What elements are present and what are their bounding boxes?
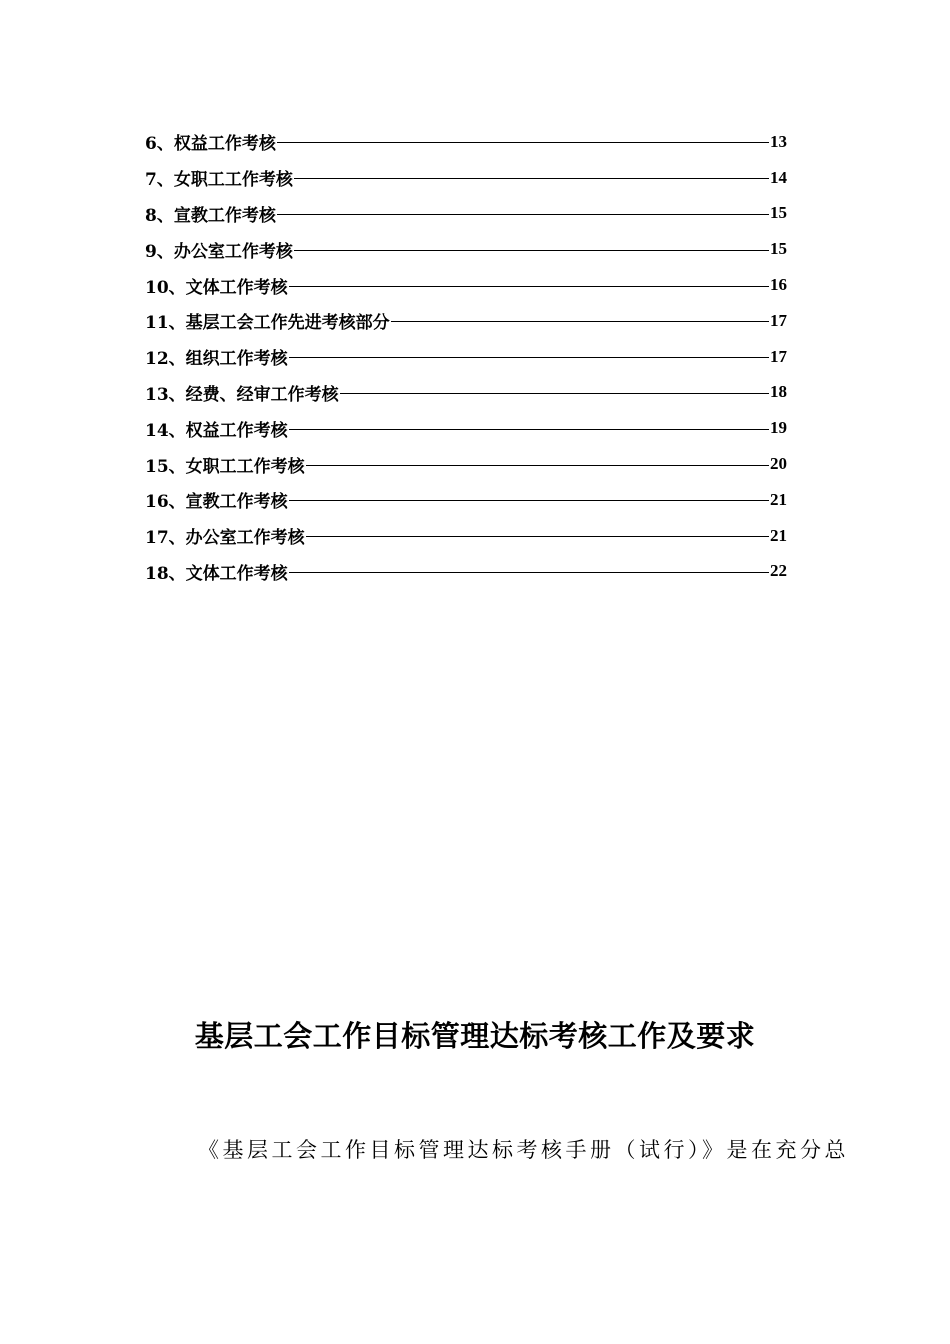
- toc-entry-page: 17: [770, 310, 787, 330]
- toc-entry[interactable]: [145, 124, 787, 160]
- toc-entry-label: 17、办公室工作考核: [145, 528, 305, 549]
- toc-entry-label: 12、组织工作考核: [145, 349, 288, 370]
- toc-entry-page: 20: [770, 454, 787, 474]
- toc-entry-page: 22: [770, 561, 787, 581]
- toc-leader-line: [277, 214, 769, 215]
- toc-entry-label: 16、宣教工作考核: [145, 492, 288, 513]
- toc-entry-page: 15: [770, 239, 787, 259]
- toc-entry-label: 6、权益工作考核: [145, 134, 276, 155]
- toc-leader-line: [289, 429, 769, 430]
- toc-leader-line: [306, 536, 769, 537]
- toc-entry[interactable]: [145, 160, 787, 196]
- toc-entry-label: 15、女职工工作考核: [145, 456, 305, 477]
- toc-entry-label: 18、文体工作考核: [145, 563, 288, 584]
- toc-entry[interactable]: [145, 231, 787, 267]
- section-heading: 基层工会工作目标管理达标考核工作及要求: [194, 1019, 756, 1054]
- toc-entry[interactable]: [145, 303, 787, 339]
- toc-entry-label: 8、宣教工作考核: [145, 205, 276, 226]
- toc-entry-page: 18: [770, 382, 787, 402]
- table-of-contents: [145, 124, 787, 589]
- toc-leader-line: [294, 178, 769, 179]
- toc-entry[interactable]: [145, 482, 787, 518]
- toc-leader-line: [289, 286, 769, 287]
- toc-entry-label: 13、经费、经审工作考核: [145, 384, 339, 405]
- toc-leader-line: [340, 393, 769, 394]
- toc-entry[interactable]: [145, 375, 787, 411]
- toc-entry-page: 17: [770, 346, 787, 366]
- toc-entry-page: 15: [770, 203, 787, 223]
- toc-leader-line: [294, 250, 769, 251]
- toc-entry[interactable]: [145, 554, 787, 590]
- body-paragraph: 《基层工会工作目标管理达标考核手册（试行）》是在充分总: [198, 1138, 849, 1162]
- toc-entry[interactable]: [145, 410, 787, 446]
- toc-entry-label: 14、权益工作考核: [145, 420, 288, 441]
- toc-leader-line: [391, 321, 769, 322]
- toc-entry[interactable]: [145, 196, 787, 232]
- toc-leader-line: [289, 357, 769, 358]
- toc-entry[interactable]: [145, 339, 787, 375]
- toc-leader-line: [277, 142, 769, 143]
- toc-leader-line: [306, 465, 769, 466]
- toc-entry-page: 19: [770, 418, 787, 438]
- toc-entry-label: 10、文体工作考核: [145, 277, 288, 298]
- toc-entry-label: 11、基层工会工作先进考核部分: [145, 313, 390, 334]
- toc-entry-page: 14: [770, 167, 787, 187]
- toc-entry-page: 13: [770, 131, 787, 151]
- toc-entry-label: 9、办公室工作考核: [145, 241, 293, 262]
- toc-leader-line: [289, 500, 769, 501]
- toc-leader-line: [289, 572, 769, 573]
- toc-entry-label: 7、女职工工作考核: [145, 170, 293, 191]
- toc-entry-page: 21: [770, 525, 787, 545]
- toc-entry[interactable]: [145, 267, 787, 303]
- toc-entry-page: 21: [770, 489, 787, 509]
- toc-entry[interactable]: [145, 446, 787, 482]
- toc-entry-page: 16: [770, 275, 787, 295]
- toc-entry[interactable]: [145, 518, 787, 554]
